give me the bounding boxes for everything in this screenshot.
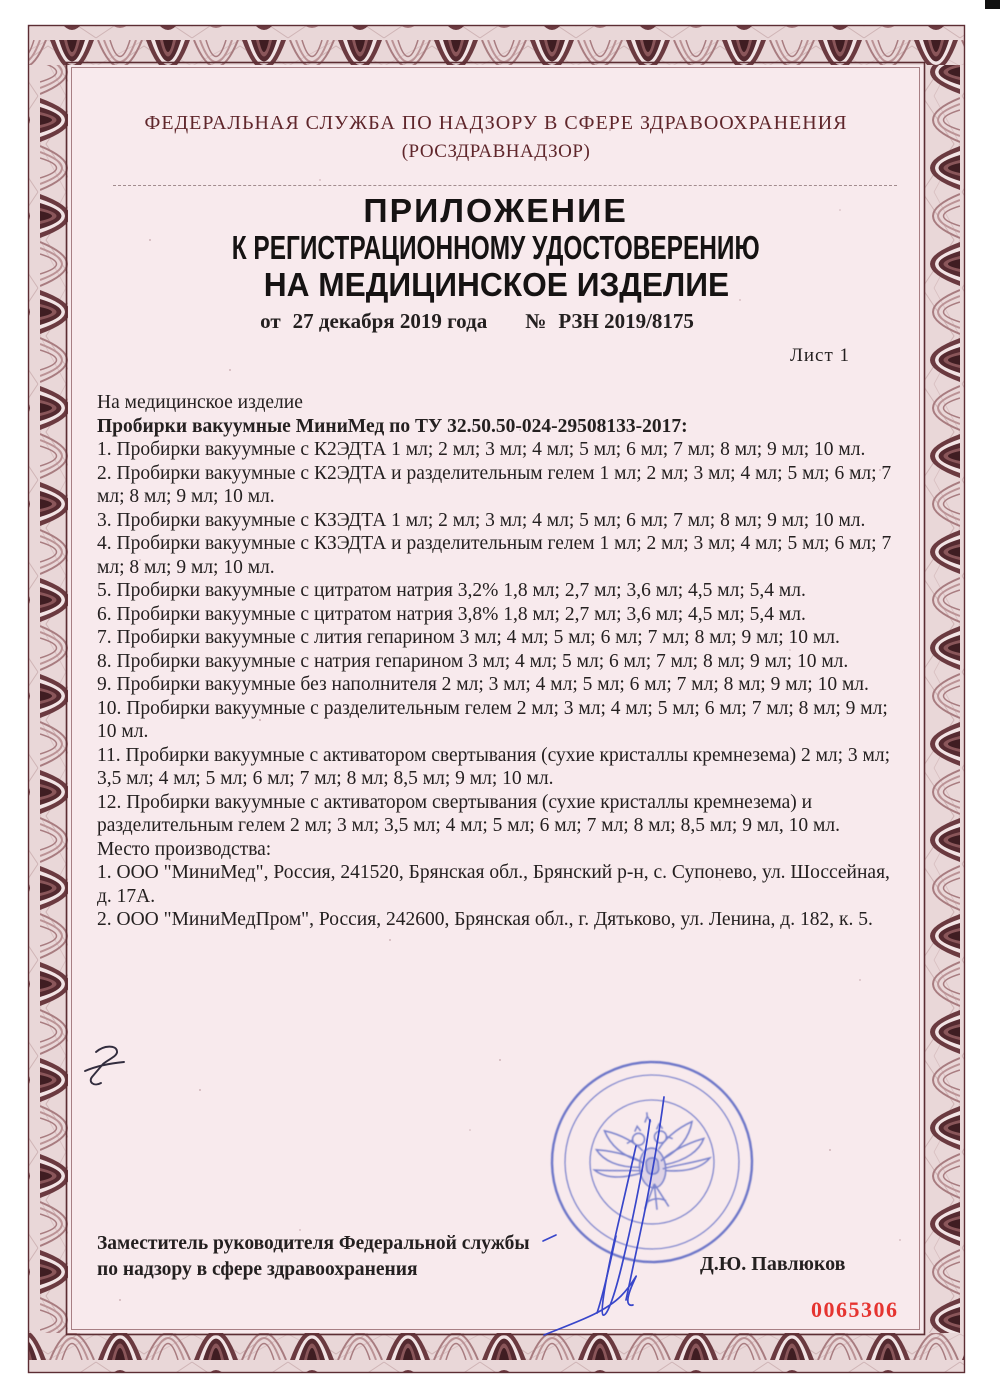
number-sign: № [525, 309, 547, 333]
product-item: 8. Пробирки вакуумные с натрия гепарином 3 мл; 4 мл; 5 мл; 6 мл; 7 мл; 8 мл; 9 мл; 10 мл. [97, 650, 849, 672]
product-item: 12. Пробирки вакуумные с активатором свертывания (сухие кристаллы кремнезема) и разделительным гелем 2 мл; 3 мл; 3,5 мл; 4 мл; 5 мл; 6 мл; 7 мл; 8 мл; 8,5 мл; 9 мл, 10 мл. [97, 791, 840, 836]
title-line2: К РЕГИСТРАЦИОННОМУ УДОСТОВЕРЕНИЮ [232, 229, 760, 266]
signer-title-line2: по надзору в сфере здравоохранения [97, 1258, 418, 1280]
production-site: 2. ООО "МиниМедПром", Россия, 242600, Брянская обл., г. Дятьково, ул. Ленина, д. 182, к. 5. [97, 909, 873, 930]
signer-title-line1: Заместитель руководителя Федеральной службы [97, 1233, 530, 1254]
signer-name: Д.Ю. Павлюков [700, 1253, 846, 1275]
production-site: 1. ООО "МиниМед", Россия, 241520, Брянская обл., Брянский р-н, с. Супонево, ул. Шоссейная, д. 17А. [97, 862, 890, 907]
product-item: 7. Пробирки вакуумные с лития гепарином 3 мл; 4 мл; 5 мл; 6 мл; 7 мл; 8 мл; 9 мл; 10 мл. [97, 627, 840, 648]
date-value: 27 декабря 2019 года [292, 309, 488, 333]
product-item: 6. Пробирки вакуумные с цитратом натрия 3,8% 1,8 мл; 2,7 мл; 3,6 мл; 4,5 мл; 5,4 мл. [97, 603, 806, 625]
sheet-label: Лист 1 [789, 345, 851, 366]
production-sites [97, 861, 892, 932]
agency-name-line1: ФЕДЕРАЛЬНАЯ СЛУЖБА ПО НАДЗОРУ В СФЕРЕ ЗДРАВООХРАНЕНИЯ [144, 112, 848, 134]
body-text [97, 391, 892, 932]
product-item: 10. Пробирки вакуумные с разделительным гелем 2 мл; 3 мл; 4 мл; 5 мл; 6 мл; 7 мл; 8 мл; 9 мл; 10 мл. [97, 697, 888, 742]
product-item: 4. Пробирки вакуумные с КЗЭДТА и разделительным гелем 1 мл; 2 мл; 3 мл; 4 мл; 5 мл; 6 мл; 7 мл; 8 мл; 9 мл; 10 мл. [97, 533, 892, 578]
header-divider [113, 185, 897, 186]
product-item: 3. Пробирки вакуумные с КЗЭДТА 1 мл; 2 мл; 3 мл; 4 мл; 5 мл; 6 мл; 7 мл; 8 мл; 9 мл; 10 мл. [97, 509, 866, 531]
production-heading: Место производства: [97, 838, 272, 860]
scan-artifact [985, 0, 1000, 9]
product-item: 1. Пробирки вакуумные с К2ЭДТА 1 мл; 2 мл; 3 мл; 4 мл; 5 мл; 6 мл; 7 мл; 8 мл; 9 мл; 10 мл. [97, 439, 866, 460]
title-line3: НА МЕДИЦИНСКОЕ ИЗДЕЛИЕ [263, 266, 729, 303]
title-line1: ПРИЛОЖЕНИЕ [363, 192, 629, 229]
product-item: 5. Пробирки вакуумные с цитратом натрия 3,2% 1,8 мл; 2,7 мл; 3,6 мл; 4,5 мл; 5,4 мл. [97, 580, 806, 601]
date-number-line [67, 309, 887, 334]
number-value: РЗН 2019/8175 [558, 309, 694, 333]
product-item: 9. Пробирки вакуумные без наполнителя 2 мл; 3 мл; 4 мл; 5 мл; 6 мл; 7 мл; 8 мл; 9 мл; 10 мл. [97, 674, 869, 695]
signer-title [97, 1231, 617, 1282]
agency-name-line2: (РОСЗДРАВНАДЗОР) [401, 141, 591, 162]
intro-line: На медицинское изделие [97, 392, 303, 413]
product-list [97, 438, 892, 838]
product-heading: Пробирки вакуумные МиниМед по ТУ 32.50.50-024-29508133-2017: [97, 415, 688, 437]
product-item: 11. Пробирки вакуумные с активатором свертывания (сухие кристаллы кремнезема) 2 мл; 3 мл; 3,5 мл; 4 мл; 5 мл; 6 мл; 7 мл; 8 мл; 8,5 мл; 9 мл; 10 мл. [97, 744, 891, 789]
product-item: 2. Пробирки вакуумные с К2ЭДТА и разделительным гелем 1 мл; 2 мл; 3 мл; 4 мл; 5 мл; 6 мл; 7 мл; 8 мл; 9 мл; 10 мл. [97, 462, 892, 507]
blank-number: 0065306 [811, 1297, 899, 1322]
date-prefix: от [260, 309, 281, 333]
document-title [67, 192, 925, 303]
